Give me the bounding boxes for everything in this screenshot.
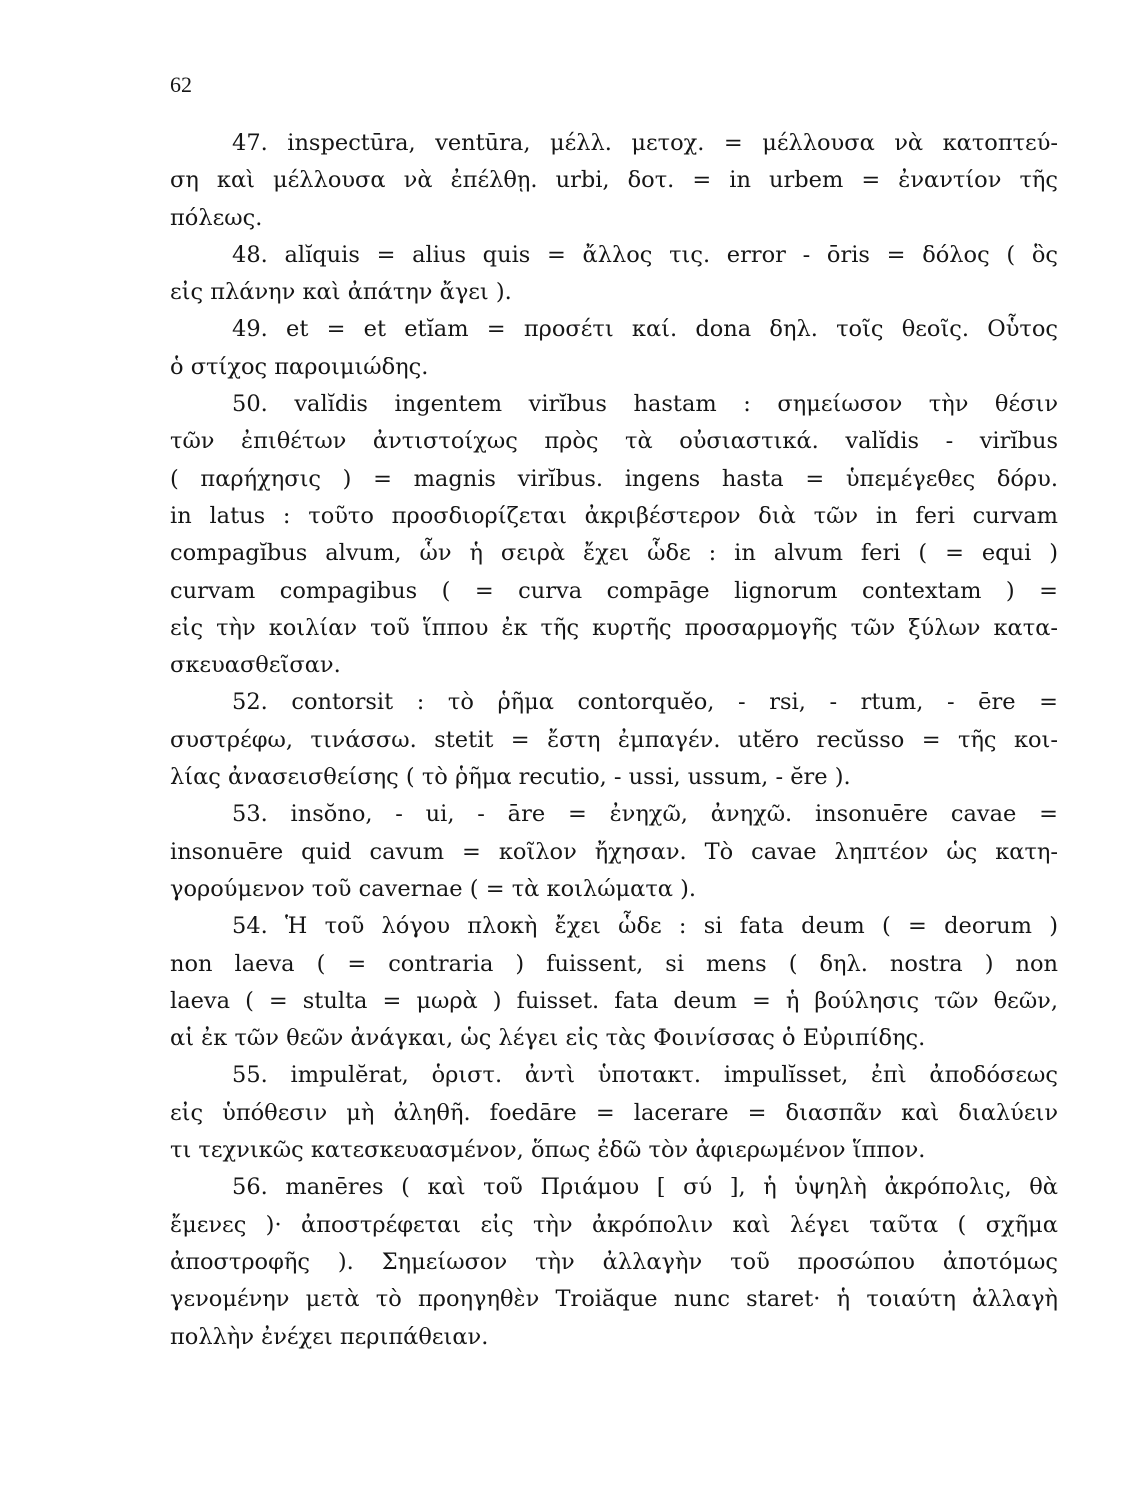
text-line: γορούμενον τοῦ cavernae ( = τὰ κοιλώματα ). bbox=[170, 875, 697, 902]
text-line: laeva ( = stulta = μωρὰ ) fuisset. fata deum = ἡ βούλησις τῶν θεῶν, bbox=[170, 987, 1058, 1014]
text-line: curvam compagibus ( = curva compāge lignorum contextam ) = bbox=[170, 577, 1058, 604]
text-line: συστρέφω, τινάσσω. stetit = ἔστη ἐμπαγέν. utĕro recŭsso = τῆς κοι- bbox=[170, 726, 1058, 753]
text-line: εἰς πλάνην καὶ ἀπάτην ἄγει ). bbox=[170, 279, 512, 306]
text-line: 49. et = et etĭam = προσέτι καί. dona δηλ. τοῖς θεοῖς. Οὗτος bbox=[232, 316, 1058, 343]
note-paragraph bbox=[170, 386, 1058, 684]
text-line: λίας ἀνασεισθείσης ( τὸ ῥῆμα recutio, - ussi, ussum, - ĕre ). bbox=[170, 764, 851, 791]
text-line: compagĭbus alvum, ὧν ἡ σειρὰ ἔχει ὧδε : in alvum feri ( = equi ) bbox=[170, 540, 1058, 567]
text-line: ἀποστροφῆς ). Σημείωσον τὴν ἀλλαγὴν τοῦ προσώπου ἀποτόμως bbox=[170, 1248, 1058, 1275]
text-line: ση καὶ μέλλουσα νὰ ἐπέλθῃ. urbi, δοτ. = in urbem = ἐναντίον τῆς bbox=[170, 167, 1058, 194]
text-line: ἔμενες )· ἀποστρέφεται εἰς τὴν ἀκρόπολιν καὶ λέγει ταῦτα ( σχῆμα bbox=[170, 1211, 1058, 1238]
text-line: σκευασθεῖσαν. bbox=[170, 652, 341, 679]
text-line: 56. manēres ( καὶ τοῦ Πριάμου [ σύ ], ἡ ὑψηλὴ ἀκρόπολις, θὰ bbox=[232, 1174, 1058, 1201]
text-line: εἰς ὑπόθεσιν μὴ ἀληθῆ. foedāre = lacerare = διασπᾶν καὶ διαλύειν bbox=[170, 1099, 1058, 1126]
note-paragraph bbox=[170, 908, 1058, 1057]
text-line: πόλεως. bbox=[170, 204, 263, 231]
note-paragraph bbox=[170, 1169, 1058, 1355]
text-line: αἱ ἐκ τῶν θεῶν ἀνάγκαι, ὡς λέγει εἰς τὰς Φοινίσσας ὁ Εὐριπίδης. bbox=[170, 1025, 926, 1052]
text-line: ὁ στίχος παροιμιώδης. bbox=[170, 353, 429, 380]
note-paragraph bbox=[170, 796, 1058, 908]
note-paragraph bbox=[170, 237, 1058, 312]
note-paragraph bbox=[170, 684, 1058, 796]
commentary-text bbox=[170, 125, 1058, 1356]
text-line: 50. valĭdis ingentem virĭbus hastam : σημείωσον τὴν θέσιν bbox=[232, 391, 1058, 418]
text-line: 47. inspectūra, ventūra, μέλλ. μετοχ. = μέλλουσα νὰ κατοπτεύ- bbox=[232, 130, 1058, 156]
text-line: ( παρήχησις ) = magnis virĭbus. ingens hasta = ὑπεμέγεθες δόρυ. bbox=[170, 465, 1058, 492]
text-line: 53. insŏno, - ui, - āre = ἐνηχῶ, ἀνηχῶ. insonuēre cavae = bbox=[232, 801, 1058, 828]
text-line: non laeva ( = contraria ) fuissent, si mens ( δηλ. nostra ) non bbox=[170, 950, 1058, 977]
text-line: πολλὴν ἐνέχει περιπάθειαν. bbox=[170, 1323, 489, 1350]
text-line: insonuēre quid cavum = κοῖλον ἤχησαν. Τὸ cavae ληπτέον ὡς κατη- bbox=[170, 838, 1058, 865]
text-line: 48. alĭquis = alius quis = ἄλλος τις. error - ōris = δόλος ( ὃς bbox=[232, 241, 1058, 268]
text-line: 55. impulĕrat, ὁριστ. ἀντὶ ὑποτακτ. impulĭsset, ἐπὶ ἀποδόσεως bbox=[232, 1062, 1058, 1089]
note-paragraph bbox=[170, 1057, 1058, 1169]
text-line: 54. Ἡ τοῦ λόγου πλοκὴ ἔχει ὧδε : si fata deum ( = deorum ) bbox=[232, 913, 1058, 940]
text-line: εἰς τὴν κοιλίαν τοῦ ἵππου ἐκ τῆς κυρτῆς προσαρμογῆς τῶν ξύλων κατα- bbox=[170, 614, 1058, 641]
text-line: 52. contorsit : τὸ ῥῆμα contorquĕo, - rsi, - rtum, - ēre = bbox=[232, 689, 1058, 716]
text-line: τι τεχνικῶς κατεσκευασμένον, ὅπως ἐδῶ τὸν ἀφιερωμένον ἵππον. bbox=[170, 1137, 926, 1164]
page-number: 62 bbox=[170, 72, 192, 97]
text-line: γενομένην μετὰ τὸ προηγηθὲν Troiăque nunc staret· ἡ τοιαύτη ἀλλαγὴ bbox=[170, 1286, 1058, 1313]
text-line: in latus : τοῦτο προσδιορίζεται ἀκριβέστερον διὰ τῶν in feri curvam bbox=[170, 502, 1058, 529]
text-line: τῶν ἐπιθέτων ἀντιστοίχως πρὸς τὰ οὐσιαστικά. valĭdis - virĭbus bbox=[170, 428, 1058, 455]
note-paragraph bbox=[170, 311, 1058, 386]
note-paragraph bbox=[170, 125, 1058, 237]
